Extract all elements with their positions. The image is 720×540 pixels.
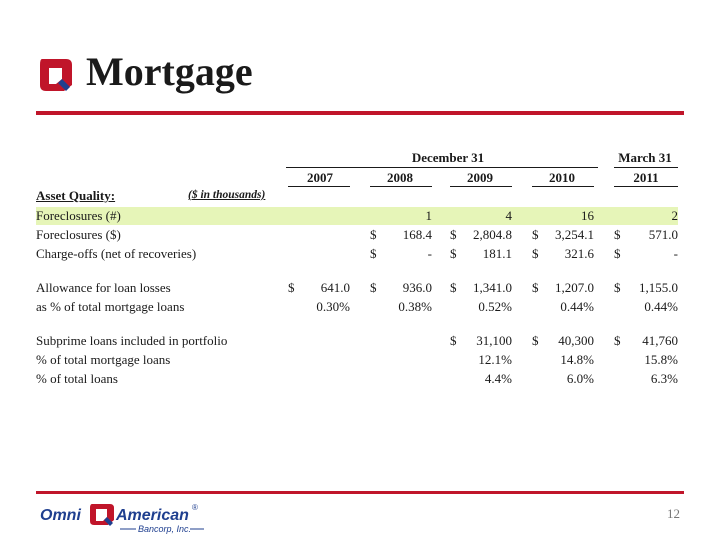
cell-value: 181.1	[482, 246, 512, 261]
cell-value: 0.38%	[398, 299, 432, 314]
cell-currency: $	[450, 333, 457, 348]
row-label: Charge-offs (net of recoveries)	[36, 246, 197, 261]
row-label: % of total loans	[36, 371, 118, 386]
cell-currency: $	[614, 280, 621, 295]
page-number: 12	[667, 506, 680, 521]
cell-value: -	[673, 246, 678, 261]
cell-currency: $	[614, 227, 621, 242]
cell-value: 15.8%	[644, 352, 678, 367]
omniamerican-bancorp-logo	[40, 500, 240, 534]
cell-value: 12.1%	[478, 352, 512, 367]
cell-value: 4	[505, 208, 512, 223]
year-underline	[614, 186, 678, 187]
cell-value: 6.3%	[650, 371, 678, 386]
cell-currency: $	[614, 333, 621, 348]
cell-value: 936.0	[402, 280, 432, 295]
cell-currency: $	[532, 333, 539, 348]
cell-currency: $	[532, 246, 539, 261]
year-header: 2007	[307, 170, 333, 185]
cell-value: 1,207.0	[555, 280, 594, 295]
row-label: Foreclosures ($)	[36, 227, 121, 242]
year-header: 2008	[387, 170, 413, 185]
logo-bancorp-text: Bancorp, Inc.	[138, 524, 192, 534]
cell-currency: $	[370, 280, 377, 295]
section-label: Asset Quality:	[36, 188, 116, 203]
year-underline	[288, 186, 350, 187]
page-title: Mortgage	[86, 49, 253, 94]
cell-value: 321.6	[564, 246, 594, 261]
cell-value: 2	[671, 208, 678, 223]
cell-value: 0.44%	[644, 299, 678, 314]
cell-value: 16	[581, 208, 594, 223]
units-note: ($ in thousands)	[188, 189, 266, 201]
cell-value: 1,155.0	[639, 280, 678, 295]
cell-value: 6.0%	[566, 371, 594, 386]
cell-value: 0.30%	[316, 299, 350, 314]
cell-value: 31,100	[476, 333, 512, 348]
year-underline	[450, 186, 512, 187]
row-label: Subprime loans included in portfolio	[36, 333, 228, 348]
header-december-31: December 31	[411, 150, 485, 165]
logo-omni-text: Omni	[40, 507, 81, 524]
row-label: Allowance for loan losses	[36, 280, 171, 295]
cell-value: -	[427, 246, 432, 261]
cell-value: 14.8%	[560, 352, 594, 367]
cell-value: 3,254.1	[555, 227, 594, 242]
cell-value: 1,341.0	[473, 280, 512, 295]
year-header: 2009	[467, 170, 493, 185]
cell-value: 0.52%	[478, 299, 512, 314]
year-underline	[370, 186, 432, 187]
year-header: 2011	[633, 170, 659, 185]
cell-value: 41,760	[642, 333, 678, 348]
year-header: 2010	[549, 170, 575, 185]
row-label: Foreclosures (#)	[36, 208, 121, 223]
cell-currency: $	[450, 227, 457, 242]
cell-currency: $	[370, 246, 377, 261]
logo-registered-mark: ®	[192, 503, 198, 512]
cell-currency: $	[532, 227, 539, 242]
cell-value: 0.44%	[560, 299, 594, 314]
year-underline	[532, 186, 594, 187]
cell-currency: $	[450, 280, 457, 295]
cell-value: 571.0	[648, 227, 678, 242]
footer-divider	[36, 491, 684, 494]
omniamerican-mark-icon	[36, 55, 76, 95]
cell-value: 2,804.8	[473, 227, 512, 242]
cell-currency: $	[614, 246, 621, 261]
row-label: % of total mortgage loans	[36, 352, 171, 367]
cell-currency: $	[288, 280, 295, 295]
cell-value: 4.4%	[484, 371, 512, 386]
header-march-underline	[614, 167, 678, 168]
cell-currency: $	[370, 227, 377, 242]
header-march-31: March 31	[618, 150, 672, 165]
cell-value: 641.0	[320, 280, 350, 295]
cell-currency: $	[532, 280, 539, 295]
logo-american-text: American	[116, 507, 189, 524]
title-divider	[36, 111, 684, 115]
header-december-underline	[286, 167, 598, 168]
row-label: as % of total mortgage loans	[36, 299, 185, 314]
cell-currency: $	[450, 246, 457, 261]
cell-value: 168.4	[402, 227, 432, 242]
cell-value: 1	[425, 208, 432, 223]
cell-value: 40,300	[558, 333, 594, 348]
